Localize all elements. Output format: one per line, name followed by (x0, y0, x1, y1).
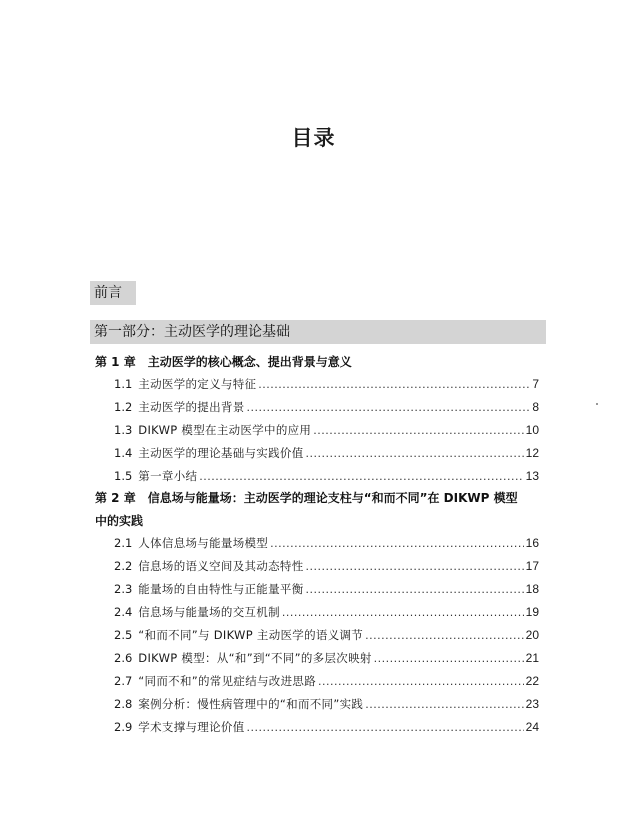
toc-entry-2-2[interactable] (114, 558, 539, 578)
part-one-heading[interactable]: 第一部分：主动医学的理论基础 (90, 320, 546, 344)
section-label: “同而不和”的常见症结与改进思路 (138, 674, 317, 688)
toc-entry-1-2[interactable] (114, 399, 539, 419)
page-number: 22 (525, 674, 539, 688)
page-number: 17 (525, 559, 539, 573)
section-label: 信息场与能量场的交互机制 (138, 605, 280, 619)
preface-heading[interactable]: 前言 (90, 281, 136, 305)
page-number: 21 (525, 651, 539, 665)
section-number: 2.7 (114, 674, 133, 688)
section-label: 主动医学的理论基础与实践价值 (138, 446, 304, 460)
toc-entry-2-6[interactable] (114, 650, 539, 670)
chapter-2-title-line-1: 第 2 章 信息场与能量场：主动医学的理论支柱与“和而不同”在 DIKWP 模型 (95, 491, 518, 505)
page-number: 10 (525, 423, 539, 437)
section-number: 1.5 (114, 469, 133, 483)
dot-leader (374, 652, 524, 665)
chapter-1-title-line: 第 1 章 主动医学的核心概念、提出背景与意义 (95, 355, 352, 369)
toc-entry-2-3[interactable] (114, 581, 539, 601)
toc-entry-2-7[interactable] (114, 673, 539, 693)
toc-entry-1-4[interactable] (114, 445, 539, 465)
toc-entry-2-1[interactable] (114, 535, 539, 555)
section-label: 人体信息场与能量场模型 (138, 536, 269, 550)
scan-speck (596, 403, 598, 405)
section-number: 2.4 (114, 605, 133, 619)
section-number: 1.3 (114, 423, 133, 437)
section-number: 1.2 (114, 400, 133, 414)
toc-entry-1-3[interactable] (114, 422, 539, 442)
dot-leader (365, 629, 524, 642)
dot-leader (247, 401, 531, 414)
page-number: 23 (525, 697, 539, 711)
page-number: 7 (532, 377, 539, 391)
section-number: 1.1 (114, 377, 133, 391)
page-number: 12 (525, 446, 539, 460)
section-number: 2.6 (114, 651, 133, 665)
page-title: 目录 (291, 126, 336, 150)
page-number: 18 (525, 582, 539, 596)
section-label: 学术支撑与理论价值 (138, 720, 245, 734)
toc-entry-2-4[interactable] (114, 604, 539, 624)
section-label: DIKWP 模型在主动医学中的应用 (138, 423, 312, 437)
section-label: 主动医学的定义与特征 (138, 377, 257, 391)
toc-entry-2-5[interactable] (114, 627, 539, 647)
toc-entry-1-5[interactable] (114, 468, 539, 488)
section-label: DIKWP 模型：从“和”到“不同”的多层次映射 (138, 651, 372, 665)
page-number: 20 (525, 628, 539, 642)
toc-entry-2-8[interactable] (114, 696, 539, 716)
section-number: 2.5 (114, 628, 133, 642)
page-number: 13 (525, 469, 539, 483)
page-number: 8 (532, 400, 539, 414)
page-number: 19 (525, 605, 539, 619)
dot-leader (306, 447, 524, 460)
section-number: 2.1 (114, 536, 133, 550)
dot-leader (365, 698, 523, 711)
chapter-2-title-line-2: 中的实践 (95, 514, 144, 528)
section-number: 2.3 (114, 582, 133, 596)
section-label: 第一章小结 (138, 469, 198, 483)
dot-leader (318, 675, 524, 688)
chapter-1-title[interactable] (95, 351, 352, 374)
section-number: 1.4 (114, 446, 133, 460)
section-number: 2.2 (114, 559, 133, 573)
dot-leader (247, 721, 524, 734)
toc-entry-2-9[interactable] (114, 719, 539, 739)
section-label: 信息场的语义空间及其动态特性 (138, 559, 304, 573)
dot-leader (306, 583, 524, 596)
section-number: 2.9 (114, 720, 133, 734)
section-label: 能量场的自由特性与正能量平衡 (138, 582, 304, 596)
dot-leader (258, 378, 530, 391)
dot-leader (199, 470, 523, 483)
dot-leader (282, 606, 524, 619)
dot-leader (306, 560, 524, 573)
toc-entry-1-1[interactable] (114, 376, 539, 396)
page-number: 24 (525, 720, 539, 734)
page-number: 16 (525, 536, 539, 550)
section-label: “和而不同”与 DIKWP 主动医学的语义调节 (138, 628, 364, 642)
section-number: 2.8 (114, 697, 133, 711)
dot-leader (313, 424, 523, 437)
chapter-2-title[interactable] (95, 487, 545, 533)
dot-leader (270, 537, 524, 550)
section-label: 案例分析：慢性病管理中的“和而不同”实践 (138, 697, 364, 711)
section-label: 主动医学的提出背景 (138, 400, 245, 414)
